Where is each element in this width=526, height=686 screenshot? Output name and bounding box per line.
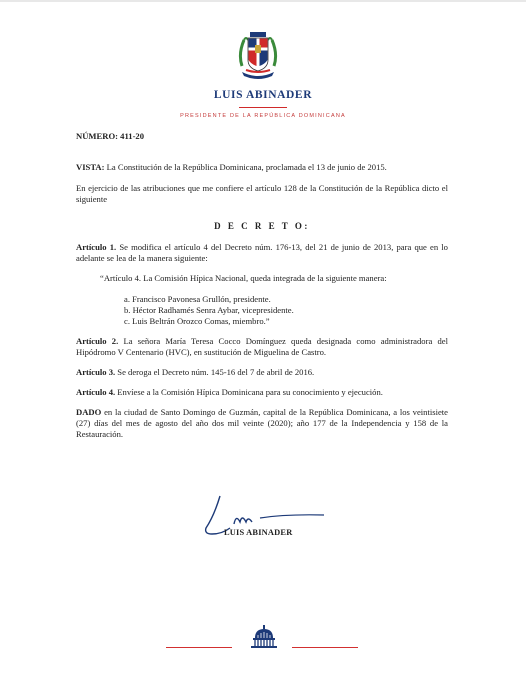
- footer-rule-right: [292, 647, 358, 648]
- article-4: [76, 387, 448, 398]
- vista-text: La Constitución de la República Dominicana, proclamada el 13 de junio de 2015.: [104, 162, 387, 172]
- article-1-quote: “Artículo 4. La Comisión Hípica Nacional, queda integrada de la siguiente manera:: [100, 273, 387, 283]
- vista-paragraph: [76, 162, 448, 173]
- list-item: a. Francisco Pavonesa Grullón, presidente.: [124, 294, 271, 304]
- decreto-heading: D E C R E T O:: [214, 221, 310, 231]
- ejercicio-paragraph: En ejercicio de las atribuciones que me confiere el artículo 128 de la Constitución de la República dicto el siguiente: [76, 183, 448, 204]
- dado-paragraph: [76, 407, 448, 440]
- article-2-label: Artículo 2.: [76, 336, 119, 346]
- signature-block: [196, 488, 346, 558]
- dado-text: en la ciudad de Santo Domingo de Guzmán, capital de la República Dominicana, a los veintisiete (27) días del mes de agosto del año dos mil veinte (2020); año 177 de la Independencia y 158 de la Restauración.: [76, 407, 448, 439]
- list-item: c. Luis Beltrán Orozco Comas, miembro.”: [124, 316, 270, 326]
- national-palace-dome-icon: [250, 625, 278, 649]
- header-name: LUIS ABINADER: [213, 89, 313, 101]
- article-3-text: Se deroga el Decreto núm. 145-16 del 7 de abril de 2016.: [115, 367, 315, 377]
- article-4-label: Artículo 4.: [76, 387, 116, 397]
- article-4-text: Envíese a la Comisión Hípica Dominicana para su conocimiento y ejecución.: [115, 387, 383, 397]
- signature-name: LUIS ABINADER: [224, 528, 293, 537]
- header-title: PRESIDENTE DE LA REPÚBLICA DOMINICANA: [180, 113, 346, 119]
- header-divider: [239, 107, 287, 108]
- list-item: b. Héctor Radhamés Senra Aybar, vicepresidente.: [124, 305, 294, 315]
- coat-of-arms-icon: [236, 26, 280, 82]
- article-1: [76, 242, 448, 264]
- article-2: [76, 336, 448, 358]
- decree-number: NÚMERO: 411-20: [76, 131, 145, 141]
- article-2-text: La señora María Teresa Cocco Domínguez queda designada como administradora del Hipódromo V Centenario (HVC), en sustitución de Miguelina de Castro.: [76, 336, 448, 357]
- article-1-label: Artículo 1.: [76, 242, 117, 252]
- article-1-text: Se modifica el artículo 4 del Decreto núm. 176-13, del 21 de junio de 2013, para que en lo adelante se lea de la manera siguiente:: [76, 242, 448, 263]
- decree-body: [76, 131, 448, 440]
- footer-rule-left: [166, 647, 232, 648]
- dado-label: DADO: [76, 407, 102, 417]
- article-3-label: Artículo 3.: [76, 367, 116, 377]
- top-border: [0, 0, 526, 2]
- vista-label: VISTA:: [76, 162, 105, 172]
- article-3: [76, 367, 448, 378]
- commission-members-list: [76, 294, 448, 327]
